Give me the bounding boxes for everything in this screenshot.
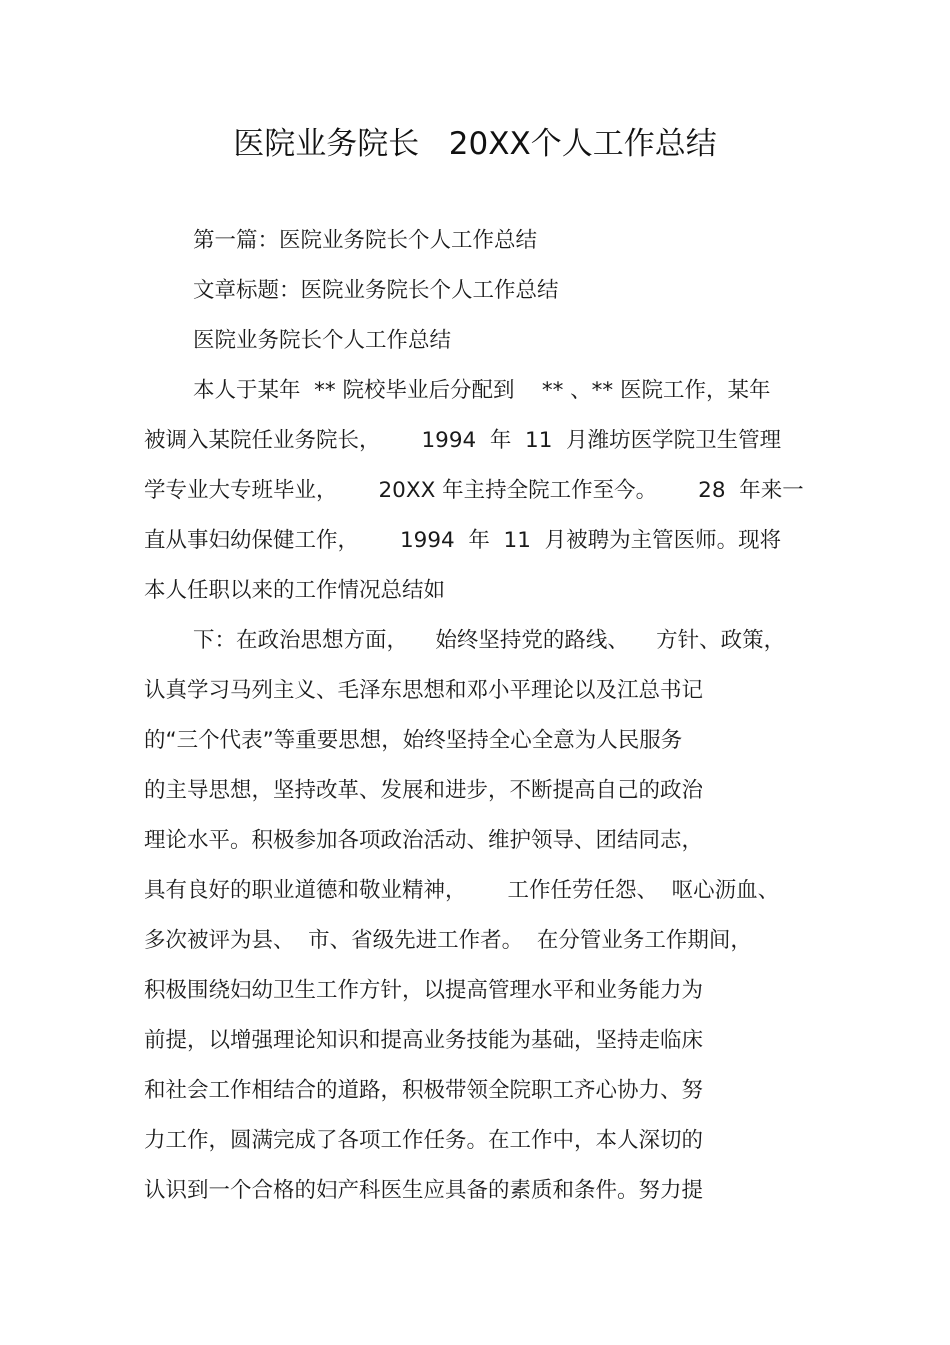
paragraph-line: 理论水平。积极参加各项政治活动、维护领导、团结同志， <box>144 828 704 853</box>
paragraph-line: 文章标题：医院业务院长个人工作总结 <box>193 278 559 303</box>
paragraph-line: 的“三个代表”等重要思想，始终坚持全心全意为人民服务 <box>144 728 683 753</box>
paragraph-line: 医院业务院长个人工作总结 <box>193 328 452 353</box>
paragraph-line: 具有良好的职业道德和敬业精神， 工作任劳任怨、 呕心沥血、 <box>144 878 780 903</box>
paragraph-line: 本人任职以来的工作情况总结如 <box>144 578 446 603</box>
paragraph-line: 下：在政治思想方面， 始终坚持党的路线、 方针、政策， <box>193 628 786 653</box>
paragraph-line: 学专业大专班毕业， 20XX 年主持全院工作至今。 28 年来一 <box>144 478 804 503</box>
paragraph-line: 的主导思想，坚持改革、发展和进步，不断提高自己的政治 <box>144 778 704 803</box>
paragraph-line: 前提，以增强理论知识和提高业务技能为基础，坚持走临床 <box>144 1028 704 1053</box>
paragraph-line: 直从事妇幼保健工作， 1994 年 11 月被聘为主管医师。现将 <box>144 528 782 553</box>
paragraph-line: 本人于某年 ** 院校毕业后分配到 ** 、** 医院工作，某年 <box>193 378 771 403</box>
document-title: 医院业务院长 20XX个人工作总结 <box>233 126 717 162</box>
paragraph-line: 积极围绕妇幼卫生工作方针，以提高管理水平和业务能力为 <box>144 978 704 1003</box>
paragraph-line: 被调入某院任业务院长， 1994 年 11 月潍坊医学院卫生管理 <box>144 428 782 453</box>
paragraph-line: 力工作，圆满完成了各项工作任务。在工作中，本人深切的 <box>144 1128 704 1153</box>
paragraph-line: 认真学习马列主义、毛泽东思想和邓小平理论以及江总书记 <box>144 678 704 703</box>
paragraph-line: 多次被评为县、 市、省级先进工作者。 在分管业务工作期间， <box>144 928 752 953</box>
paragraph-line: 第一篇：医院业务院长个人工作总结 <box>193 228 538 253</box>
paragraph-line: 认识到一个合格的妇产科医生应具备的素质和条件。努力提 <box>144 1178 704 1203</box>
paragraph-line: 和社会工作相结合的道路，积极带领全院职工齐心协力、努 <box>144 1078 704 1103</box>
